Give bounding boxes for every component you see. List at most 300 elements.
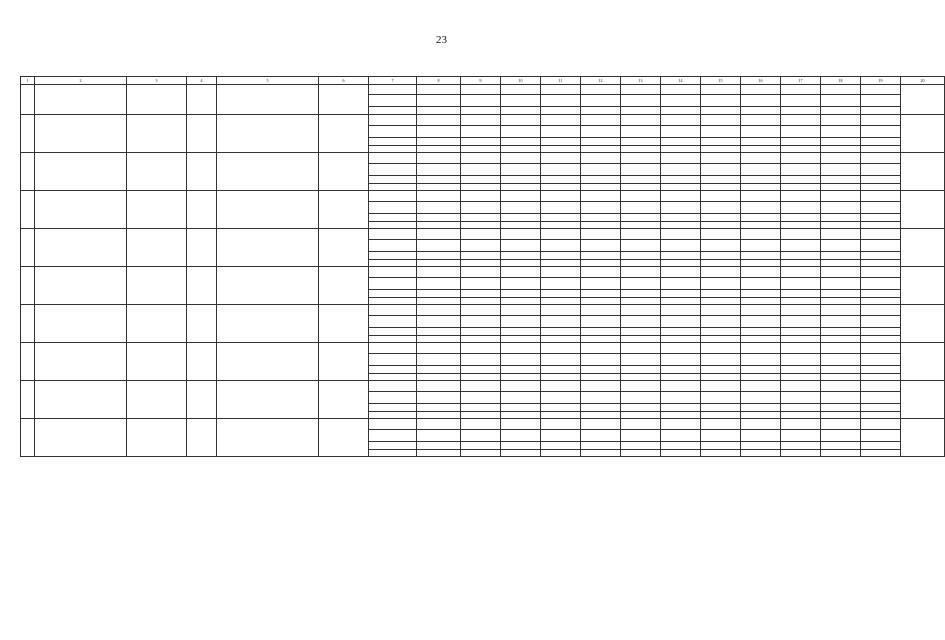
amount-cell: [541, 229, 581, 240]
amount-cell: [861, 126, 901, 138]
amount-cell: [461, 176, 501, 184]
amount-cell: [661, 85, 701, 95]
amount-cell: [861, 316, 901, 328]
amount-cell: [461, 336, 501, 343]
amount-cell: [461, 442, 501, 450]
amount-cell: [621, 252, 661, 260]
amount-cell: [861, 381, 901, 392]
amount-cell: [741, 430, 781, 442]
column-number: 5: [217, 77, 319, 85]
amount-cell: [661, 222, 701, 229]
amount-cell: [621, 278, 661, 290]
amount-cell: [621, 298, 661, 305]
section-code: [21, 267, 35, 305]
amount-cell: [501, 328, 541, 336]
amount-cell: [581, 366, 621, 374]
amount-cell: [621, 343, 661, 354]
amount-cell: [417, 176, 461, 184]
amount-cell: [501, 176, 541, 184]
amount-cell: [741, 392, 781, 404]
amount-cell: [701, 442, 741, 450]
column-number: 1: [21, 77, 35, 85]
amount-cell: [741, 115, 781, 126]
amount-cell: [661, 336, 701, 343]
amount-cell: [781, 412, 821, 419]
amount-cell: [541, 153, 581, 164]
amount-cell: [541, 298, 581, 305]
amount-cell: [461, 184, 501, 191]
amount-cell: [417, 442, 461, 450]
amount-cell: [417, 343, 461, 354]
amount-cell: [861, 252, 901, 260]
amount-cell: [501, 138, 541, 146]
funding-source: [369, 305, 417, 316]
funding-source: [369, 290, 417, 298]
expected-result: [901, 191, 945, 229]
amount-cell: [417, 354, 461, 366]
amount-cell: [821, 85, 861, 95]
funding-source: [369, 343, 417, 354]
amount-cell: [541, 343, 581, 354]
amount-cell: [541, 115, 581, 126]
amount-cell: [701, 85, 741, 95]
amount-cell: [501, 354, 541, 366]
amount-cell: [621, 336, 661, 343]
amount-cell: [581, 229, 621, 240]
amount-cell: [701, 343, 741, 354]
amount-cell: [821, 260, 861, 267]
amount-cell: [501, 252, 541, 260]
amount-cell: [581, 115, 621, 126]
amount-cell: [661, 202, 701, 214]
executor: [217, 153, 319, 191]
amount-cell: [821, 442, 861, 450]
amount-cell: [781, 191, 821, 202]
amount-cell: [741, 252, 781, 260]
amount-cell: [821, 374, 861, 381]
amount-cell: [581, 126, 621, 138]
amount-cell: [461, 115, 501, 126]
amount-cell: [417, 316, 461, 328]
amount-cell: [861, 191, 901, 202]
amount-cell: [621, 374, 661, 381]
amount-cell: [581, 336, 621, 343]
amount-cell: [661, 392, 701, 404]
amount-cell: [861, 328, 901, 336]
funding-source: [369, 184, 417, 191]
amount-cell: [781, 252, 821, 260]
section-code: [21, 343, 35, 381]
amount-cell: [661, 138, 701, 146]
amount-cell: [501, 392, 541, 404]
executor: [217, 267, 319, 305]
amount-cell: [781, 450, 821, 457]
amount-cell: [501, 298, 541, 305]
amount-cell: [621, 184, 661, 191]
amount-cell: [541, 374, 581, 381]
amount-cell: [781, 138, 821, 146]
coordinator: [187, 381, 217, 419]
amount-cell: [417, 240, 461, 252]
amount-cell: [541, 146, 581, 153]
amount-cell: [461, 260, 501, 267]
amount-cell: [661, 412, 701, 419]
amount-cell: [741, 442, 781, 450]
amount-cell: [501, 115, 541, 126]
amount-cell: [861, 366, 901, 374]
column-number: 13: [621, 77, 661, 85]
amount-cell: [541, 328, 581, 336]
amount-cell: [581, 85, 621, 95]
amount-cell: [661, 305, 701, 316]
program-table: [20, 76, 925, 457]
amount-cell: [541, 336, 581, 343]
amount-cell: [781, 146, 821, 153]
amount-cell: [501, 419, 541, 430]
amount-cell: [661, 278, 701, 290]
measure-goal: [127, 419, 187, 457]
amount-cell: [821, 381, 861, 392]
amount-cell: [621, 260, 661, 267]
amount-cell: [417, 305, 461, 316]
object-description: [35, 153, 127, 191]
amount-cell: [701, 412, 741, 419]
amount-cell: [541, 138, 581, 146]
amount-cell: [417, 214, 461, 222]
amount-cell: [501, 336, 541, 343]
amount-cell: [821, 298, 861, 305]
amount-cell: [461, 392, 501, 404]
object-description: [35, 267, 127, 305]
amount-cell: [861, 278, 901, 290]
amount-cell: [741, 343, 781, 354]
amount-cell: [417, 328, 461, 336]
amount-cell: [821, 115, 861, 126]
amount-cell: [461, 222, 501, 229]
funding-source: [369, 85, 417, 95]
amount-cell: [701, 252, 741, 260]
measure-goal: [127, 85, 187, 115]
amount-cell: [821, 354, 861, 366]
amount-cell: [821, 138, 861, 146]
amount-cell: [461, 153, 501, 164]
measure-goal: [127, 153, 187, 191]
amount-cell: [741, 107, 781, 115]
amount-cell: [741, 328, 781, 336]
amount-cell: [821, 153, 861, 164]
amount-cell: [541, 222, 581, 229]
amount-cell: [621, 107, 661, 115]
amount-cell: [741, 191, 781, 202]
section-code: [21, 419, 35, 457]
amount-cell: [781, 278, 821, 290]
amount-cell: [581, 392, 621, 404]
amount-cell: [417, 366, 461, 374]
funding-source: [369, 138, 417, 146]
amount-cell: [861, 115, 901, 126]
amount-cell: [781, 343, 821, 354]
amount-cell: [821, 146, 861, 153]
amount-cell: [461, 305, 501, 316]
amount-cell: [461, 126, 501, 138]
amount-cell: [701, 115, 741, 126]
amount-cell: [621, 126, 661, 138]
amount-cell: [741, 222, 781, 229]
coordinator: [187, 153, 217, 191]
amount-cell: [861, 214, 901, 222]
amount-cell: [501, 404, 541, 412]
measures-table: [20, 76, 945, 457]
amount-cell: [781, 85, 821, 95]
amount-cell: [621, 95, 661, 107]
column-number: 18: [821, 77, 861, 85]
organization: [319, 305, 369, 343]
amount-cell: [461, 354, 501, 366]
amount-cell: [741, 450, 781, 457]
column-number: 12: [581, 77, 621, 85]
executor: [217, 229, 319, 267]
amount-cell: [581, 404, 621, 412]
amount-cell: [861, 202, 901, 214]
measure-goal: [127, 343, 187, 381]
funding-source: [369, 95, 417, 107]
amount-cell: [821, 229, 861, 240]
amount-cell: [741, 381, 781, 392]
section-code: [21, 115, 35, 153]
amount-cell: [621, 412, 661, 419]
amount-cell: [821, 366, 861, 374]
amount-cell: [661, 164, 701, 176]
amount-cell: [541, 95, 581, 107]
coordinator: [187, 85, 217, 115]
amount-cell: [861, 354, 901, 366]
amount-cell: [821, 404, 861, 412]
amount-cell: [701, 95, 741, 107]
amount-cell: [781, 107, 821, 115]
amount-cell: [417, 419, 461, 430]
amount-cell: [501, 95, 541, 107]
amount-cell: [781, 290, 821, 298]
amount-cell: [781, 240, 821, 252]
amount-cell: [861, 450, 901, 457]
funding-source: [369, 354, 417, 366]
executor: [217, 191, 319, 229]
amount-cell: [621, 404, 661, 412]
funding-source: [369, 176, 417, 184]
amount-cell: [861, 412, 901, 419]
measure-goal: [127, 115, 187, 153]
amount-cell: [621, 450, 661, 457]
amount-cell: [741, 146, 781, 153]
organization: [319, 229, 369, 267]
amount-cell: [581, 214, 621, 222]
section-code: [21, 381, 35, 419]
expected-result: [901, 381, 945, 419]
amount-cell: [581, 419, 621, 430]
amount-cell: [861, 442, 901, 450]
funding-source: [369, 240, 417, 252]
amount-cell: [501, 290, 541, 298]
amount-cell: [621, 430, 661, 442]
amount-cell: [861, 176, 901, 184]
column-number: 2: [35, 77, 127, 85]
coordinator: [187, 343, 217, 381]
amount-cell: [781, 404, 821, 412]
amount-cell: [861, 392, 901, 404]
amount-cell: [661, 298, 701, 305]
amount-cell: [417, 278, 461, 290]
section-code: [21, 85, 35, 115]
amount-cell: [701, 336, 741, 343]
column-number: 16: [741, 77, 781, 85]
organization: [319, 381, 369, 419]
amount-cell: [701, 267, 741, 278]
amount-cell: [821, 392, 861, 404]
table-row: [21, 343, 945, 354]
amount-cell: [541, 267, 581, 278]
amount-cell: [417, 430, 461, 442]
amount-cell: [501, 374, 541, 381]
amount-cell: [701, 374, 741, 381]
table-row: [21, 305, 945, 316]
amount-cell: [417, 146, 461, 153]
coordinator: [187, 115, 217, 153]
amount-cell: [417, 450, 461, 457]
amount-cell: [581, 164, 621, 176]
amount-cell: [701, 404, 741, 412]
amount-cell: [581, 374, 621, 381]
organization: [319, 343, 369, 381]
amount-cell: [661, 290, 701, 298]
section-code: [21, 305, 35, 343]
amount-cell: [741, 354, 781, 366]
amount-cell: [417, 184, 461, 191]
amount-cell: [501, 202, 541, 214]
amount-cell: [781, 392, 821, 404]
expected-result: [901, 419, 945, 457]
amount-cell: [417, 381, 461, 392]
table-row: [21, 267, 945, 278]
amount-cell: [781, 214, 821, 222]
amount-cell: [501, 267, 541, 278]
amount-cell: [461, 95, 501, 107]
amount-cell: [501, 343, 541, 354]
amount-cell: [581, 191, 621, 202]
amount-cell: [417, 267, 461, 278]
expected-result: [901, 115, 945, 153]
table-row: [21, 153, 945, 164]
amount-cell: [541, 260, 581, 267]
amount-cell: [541, 430, 581, 442]
amount-cell: [701, 176, 741, 184]
amount-cell: [861, 336, 901, 343]
amount-cell: [701, 202, 741, 214]
measure-goal: [127, 229, 187, 267]
amount-cell: [821, 126, 861, 138]
funding-source: [369, 316, 417, 328]
amount-cell: [661, 430, 701, 442]
amount-cell: [701, 298, 741, 305]
amount-cell: [417, 191, 461, 202]
executor: [217, 381, 319, 419]
amount-cell: [541, 442, 581, 450]
amount-cell: [821, 95, 861, 107]
amount-cell: [781, 336, 821, 343]
amount-cell: [621, 267, 661, 278]
expected-result: [901, 343, 945, 381]
measure-goal: [127, 267, 187, 305]
amount-cell: [581, 316, 621, 328]
funding-source: [369, 298, 417, 305]
amount-cell: [541, 126, 581, 138]
amount-cell: [461, 298, 501, 305]
amount-cell: [541, 164, 581, 176]
amount-cell: [417, 126, 461, 138]
amount-cell: [741, 184, 781, 191]
measure-goal: [127, 191, 187, 229]
table-row: [21, 419, 945, 430]
amount-cell: [621, 442, 661, 450]
amount-cell: [861, 290, 901, 298]
amount-cell: [621, 164, 661, 176]
object-description: [35, 305, 127, 343]
funding-source: [369, 267, 417, 278]
amount-cell: [821, 202, 861, 214]
amount-cell: [541, 202, 581, 214]
amount-cell: [701, 419, 741, 430]
amount-cell: [701, 146, 741, 153]
amount-cell: [621, 115, 661, 126]
column-number: 20: [901, 77, 945, 85]
amount-cell: [861, 343, 901, 354]
organization: [319, 85, 369, 115]
amount-cell: [461, 138, 501, 146]
amount-cell: [501, 260, 541, 267]
amount-cell: [581, 240, 621, 252]
amount-cell: [621, 328, 661, 336]
amount-cell: [417, 164, 461, 176]
amount-cell: [661, 153, 701, 164]
funding-source: [369, 202, 417, 214]
amount-cell: [741, 278, 781, 290]
amount-cell: [461, 240, 501, 252]
table-row: [21, 229, 945, 240]
amount-cell: [581, 278, 621, 290]
amount-cell: [417, 298, 461, 305]
amount-cell: [821, 343, 861, 354]
amount-cell: [661, 328, 701, 336]
organization: [319, 115, 369, 153]
amount-cell: [501, 153, 541, 164]
amount-cell: [501, 442, 541, 450]
amount-cell: [661, 404, 701, 412]
amount-cell: [661, 450, 701, 457]
amount-cell: [581, 176, 621, 184]
amount-cell: [661, 240, 701, 252]
executor: [217, 85, 319, 115]
amount-cell: [501, 278, 541, 290]
amount-cell: [741, 229, 781, 240]
amount-cell: [701, 107, 741, 115]
amount-cell: [661, 184, 701, 191]
amount-cell: [781, 442, 821, 450]
organization: [319, 267, 369, 305]
amount-cell: [701, 392, 741, 404]
amount-cell: [581, 343, 621, 354]
amount-cell: [741, 267, 781, 278]
amount-cell: [821, 336, 861, 343]
funding-source: [369, 450, 417, 457]
